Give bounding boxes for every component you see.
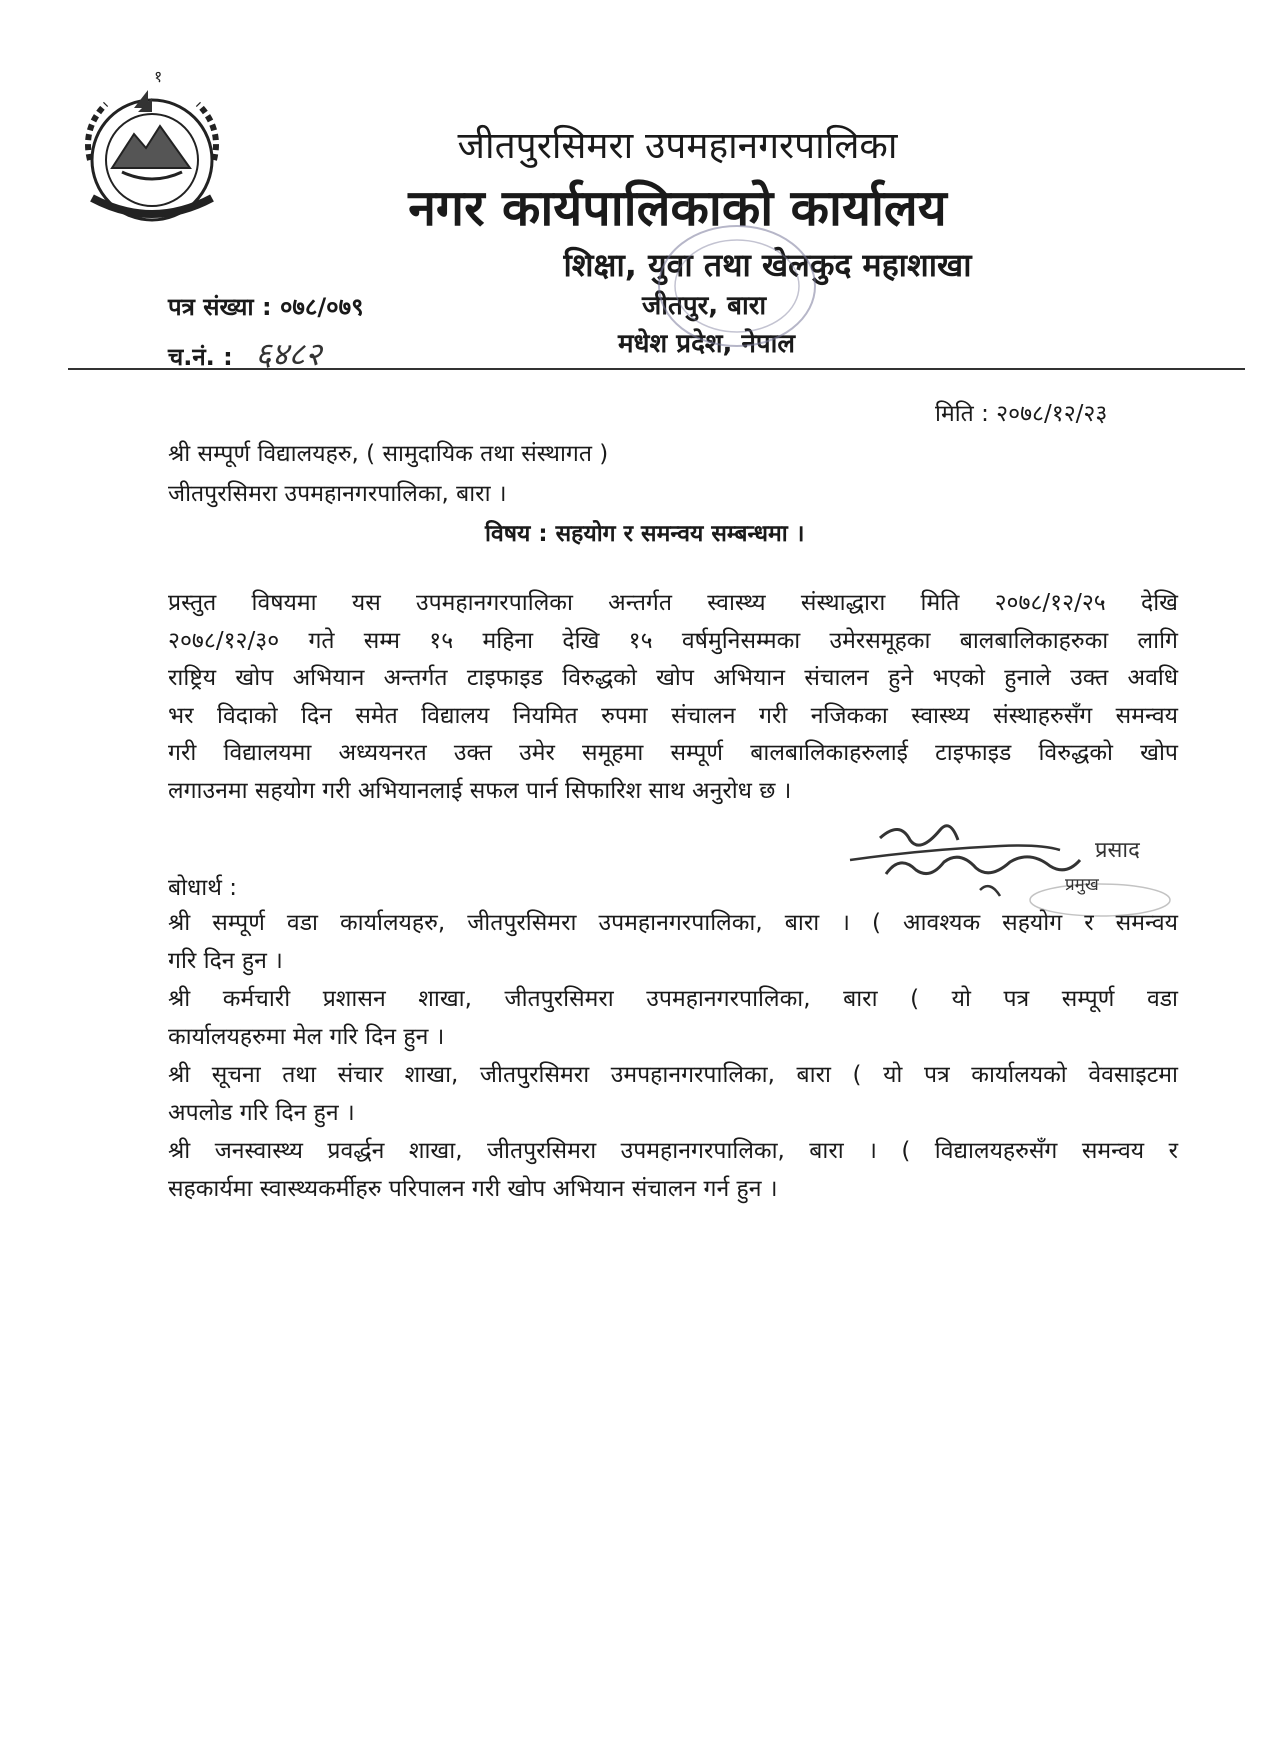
recipient-line-1: श्री सम्पूर्ण विद्यालयहरु, ( सामुदायिक तथा संस्थागत ) — [168, 441, 609, 467]
body-line: गरी विद्यालयमा अध्ययनरत उक्त उमेर समूहमा सम्पूर्ण बालबालिकाहरुलाई टाइफाइड विरुद्धको खोप — [168, 740, 1178, 766]
letter-date: मिति : २०७८/१२/२३ — [935, 401, 1108, 427]
header-divider — [68, 368, 1245, 370]
cc-label: बोधार्थ : — [168, 875, 237, 901]
emblem-number: १ — [154, 68, 163, 86]
body-line: राष्ट्रिय खोप अभियान अन्तर्गत टाइफाइड विरुद्धको खोप अभियान संचालन हुने भएको हुनाले उक्त अवधि — [168, 665, 1178, 691]
recipient-line-2: जीतपुरसिमरा उपमहानगरपालिका, बारा । — [168, 481, 507, 507]
letter-number-label: पत्र संख्या : — [168, 293, 272, 321]
cc-item-line: श्री कर्मचारी प्रशासन शाखा, जीतपुरसिमरा उपमहानगरपालिका, बारा ( यो पत्र सम्पूर्ण वडा — [168, 986, 1178, 1012]
cc-item-line: श्री जनस्वास्थ्य प्रवर्द्धन शाखा, जीतपुरसिमरा उपमहानगरपालिका, बारा । ( विद्यालयहरुसँग समन्वय र — [168, 1138, 1178, 1164]
municipality-name: जीतपुरसिमरा उपमहानगरपालिका — [457, 124, 898, 167]
body-line: २०७८/१२/३० गते सम्म १५ महिना देखि १५ वर्षमुनिसम्मका उमेरसमूहका बालबालिकाहरुका लागि — [168, 627, 1178, 654]
dispatch-number-label: च.नं. : — [168, 343, 233, 371]
cc-item-line: सहकार्यमा स्वास्थ्यकर्मीहरु परिपालन गरी खोप अभियान संचालन गर्न हुन । — [168, 1176, 778, 1202]
body-line: भर विदाको दिन समेत विद्यालय नियमित रुपमा संचालन गरी नजिकका स्वास्थ्य संस्थाहरुसँग समन्वय — [168, 702, 1178, 729]
letter-number — [168, 290, 364, 323]
cc-item-line: गरि दिन हुन । — [168, 948, 283, 974]
office-name: नगर कार्यपालिकाको कार्यालय — [408, 179, 947, 237]
office-stamp-icon — [642, 216, 822, 366]
address-line-2: मधेश प्रदेश, नेपाल — [618, 329, 796, 359]
subject-line: विषय : सहयोग र समन्वय सम्बन्धमा । — [485, 521, 805, 547]
body-line: प्रस्तुत विषयमा यस उपमहानगरपालिका अन्तर्गत स्वास्थ्य संस्थाद्धारा मिति २०७८/१२/२५ देखि — [168, 590, 1178, 616]
body-paragraph — [168, 585, 1178, 810]
dispatch-number-value: ६४८२ — [255, 335, 322, 373]
signatory-designation: प्रसाद — [1095, 838, 1140, 863]
cc-item — [168, 1132, 1178, 1208]
cc-item-line: कार्यालयहरुमा मेल गरि दिन हुन । — [168, 1024, 445, 1050]
cc-item-line: श्री सूचना तथा संचार शाखा, जीतपुरसिमरा उमपहानगरपालिका, बारा ( यो पत्र कार्यालयको वेवसाइटमा — [168, 1062, 1178, 1088]
cc-item-line: अपलोड गरि दिन हुन । — [168, 1100, 355, 1126]
cc-item — [168, 904, 1178, 980]
address-line-1: जीतपुर, बारा — [642, 291, 767, 321]
cc-item — [168, 980, 1178, 1056]
letter-number-value: ०७८/०७९ — [279, 293, 364, 321]
body-line: लगाउनमा सहयोग गरी अभियानलाई सफल पार्न सिफारिश साथ अनुरोध छ । — [168, 777, 792, 804]
division-name: शिक्षा, युवा तथा खेलकुद महाशाखा — [563, 246, 972, 284]
signatory-title: प्रमुख — [1065, 875, 1099, 895]
cc-item — [168, 1056, 1178, 1132]
cc-item-line: श्री सम्पूर्ण वडा कार्यालयहरु, जीतपुरसिमरा उपमहानगरपालिका, बारा । ( आवश्यक सहयोग र समन्वय — [168, 910, 1178, 936]
